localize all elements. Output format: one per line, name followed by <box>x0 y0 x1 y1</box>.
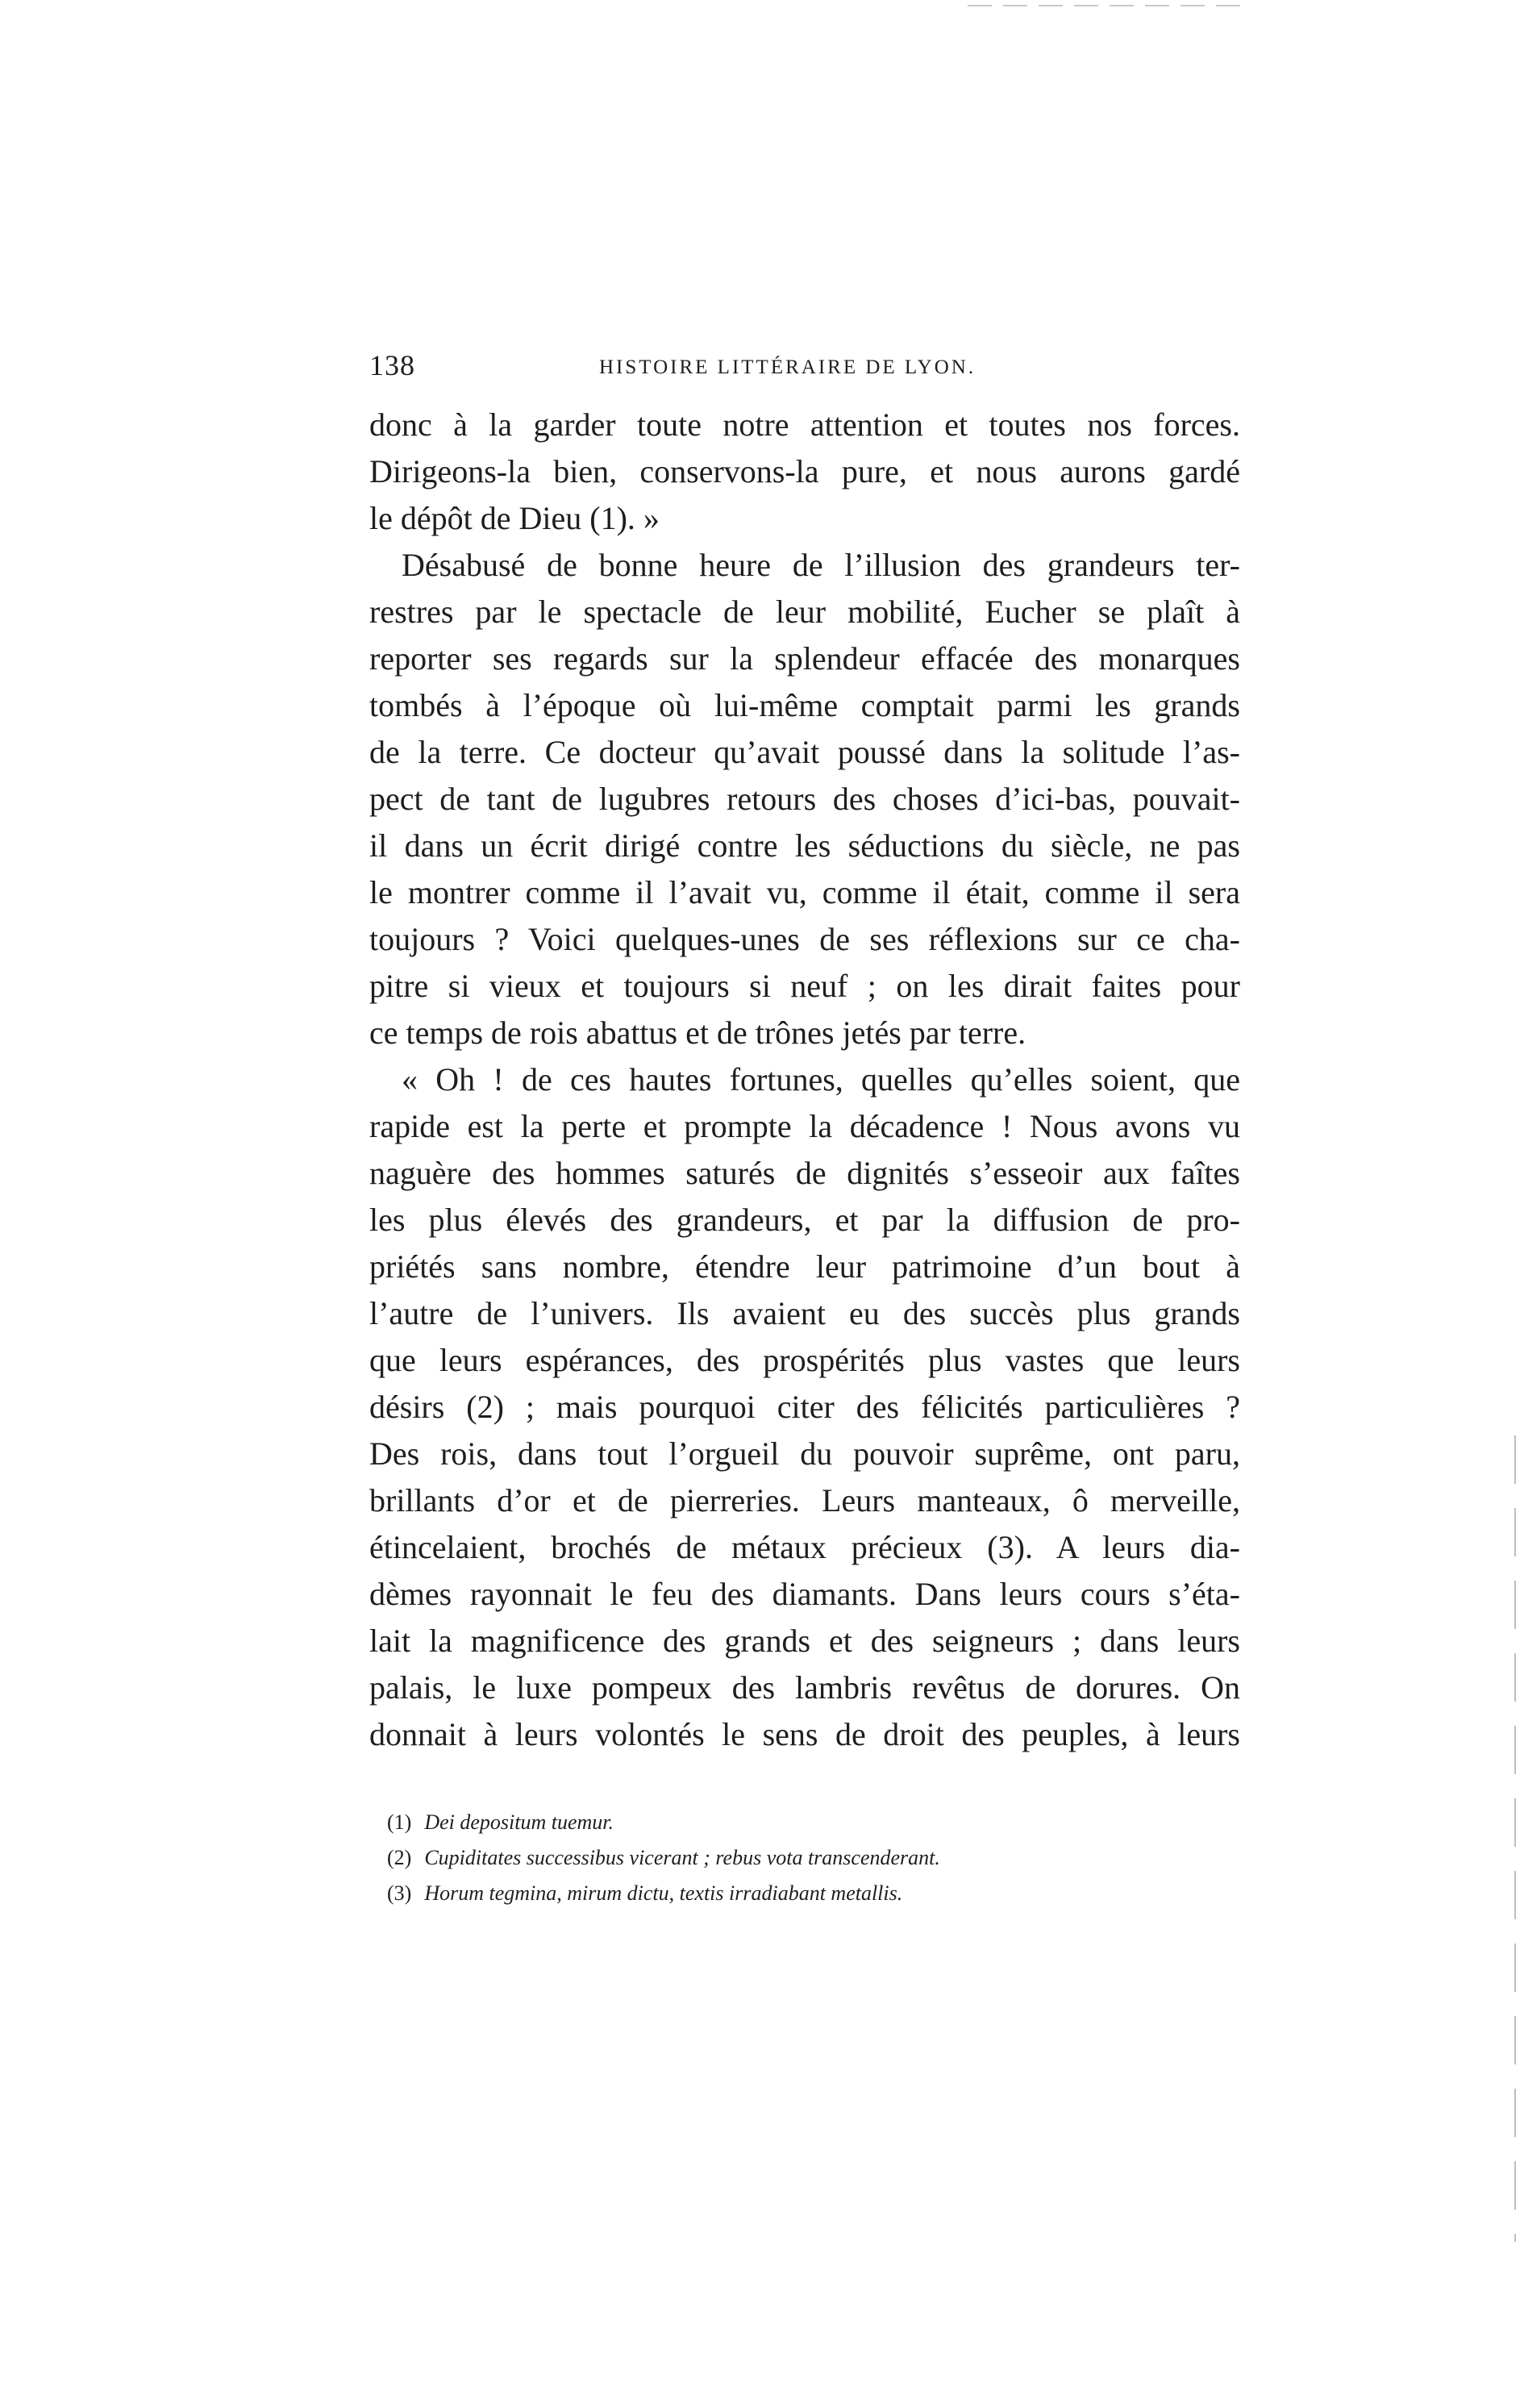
text-line: pitre si vieux et toujours si neuf ; on les dirait faites pour <box>369 968 1240 1004</box>
paragraph-start-line: Désabusé de bonne heure de l’illusion des grandeurs ter- <box>402 547 1240 583</box>
text-line: Dirigeons-la bien, conservons-la pure, et nous aurons gardé <box>369 453 1240 490</box>
page-header <box>369 348 1240 397</box>
text-line: ce temps de rois abattus et de trônes jetés par terre. <box>369 1014 1026 1051</box>
text-line: brillants d’or et de pierreries. Leurs manteaux, ô merveille, <box>369 1482 1240 1519</box>
footnote-text: Cupiditates successibus vicerant ; rebus vota transcenderant. <box>424 1846 940 1869</box>
text-line: reporter ses regards sur la splendeur effacée des monarques <box>369 640 1240 677</box>
text-line: tombés à l’époque où lui-même comptait parmi les grands <box>369 687 1240 723</box>
text-line: de la terre. Ce docteur qu’avait poussé dans la solitude l’as- <box>369 734 1240 770</box>
text-line: restres par le spectacle de leur mobilité, Eucher se plaît à <box>369 594 1240 630</box>
footnote <box>387 1842 940 1874</box>
footnote-mark: (2) <box>387 1846 412 1869</box>
text-line: il dans un écrit dirigé contre les séductions du siècle, ne pas <box>369 827 1240 864</box>
text-line: priétés sans nombre, étendre leur patrimoine d’un bout à <box>369 1248 1240 1285</box>
text-line: les plus élevés des grandeurs, et par la diffusion de pro- <box>369 1202 1240 1238</box>
footnote-mark: (1) <box>387 1810 412 1834</box>
text-line: Des rois, dans tout l’orgueil du pouvoir suprême, ont paru, <box>369 1435 1240 1472</box>
text-line: dèmes rayonnait le feu des diamants. Dans leurs cours s’éta- <box>369 1576 1240 1612</box>
text-line: naguère des hommes saturés de dignités s’esseoir aux faîtes <box>369 1155 1240 1191</box>
footnote-text: Dei depositum tuemur. <box>424 1810 614 1834</box>
text-line: donc à la garder toute notre attention et toutes nos forces. <box>369 406 1240 443</box>
text-line: pect de tant de lugubres retours des choses d’ici-bas, pouvait- <box>369 781 1240 817</box>
page-number: 138 <box>369 349 415 381</box>
footnote-mark: (3) <box>387 1881 412 1905</box>
scan-artifact-dash <box>968 5 1250 6</box>
text-line: palais, le luxe pompeux des lambris revêtus de dorures. On <box>369 1669 1240 1706</box>
text-line: que leurs espérances, des prospérités plus vastes que leurs <box>369 1342 1240 1378</box>
text-line: le montrer comme il l’avait vu, comme il était, comme il sera <box>369 874 1240 910</box>
footnote <box>387 1877 902 1910</box>
text-line: l’autre de l’univers. Ils avaient eu des succès plus grands <box>369 1295 1240 1331</box>
text-line: donnait à leurs volontés le sens de droit des peuples, à leurs <box>369 1716 1240 1752</box>
running-title: HISTOIRE LITTÉRAIRE DE LYON. <box>599 356 976 378</box>
text-line: lait la magnificence des grands et des seigneurs ; dans leurs <box>369 1623 1240 1659</box>
paragraph-start-line: « Oh ! de ces hautes fortunes, quelles qu’elles soient, que <box>402 1061 1240 1098</box>
text-line: toujours ? Voici quelques-unes de ses réflexions sur ce cha- <box>369 921 1240 957</box>
text-line: le dépôt de Dieu (1). » <box>369 500 660 536</box>
text-line: étincelaient, brochés de métaux précieux (3). A leurs dia- <box>369 1529 1240 1565</box>
footnote <box>387 1806 614 1839</box>
text-line: rapide est la perte et prompte la décadence ! Nous avons vu <box>369 1108 1240 1144</box>
text-line: désirs (2) ; mais pourquoi citer des félicités particulières ? <box>369 1389 1240 1425</box>
scan-margin-rule <box>1514 1435 1516 2242</box>
footnote-text: Horum tegmina, mirum dictu, textis irradiabant metallis. <box>424 1881 903 1905</box>
